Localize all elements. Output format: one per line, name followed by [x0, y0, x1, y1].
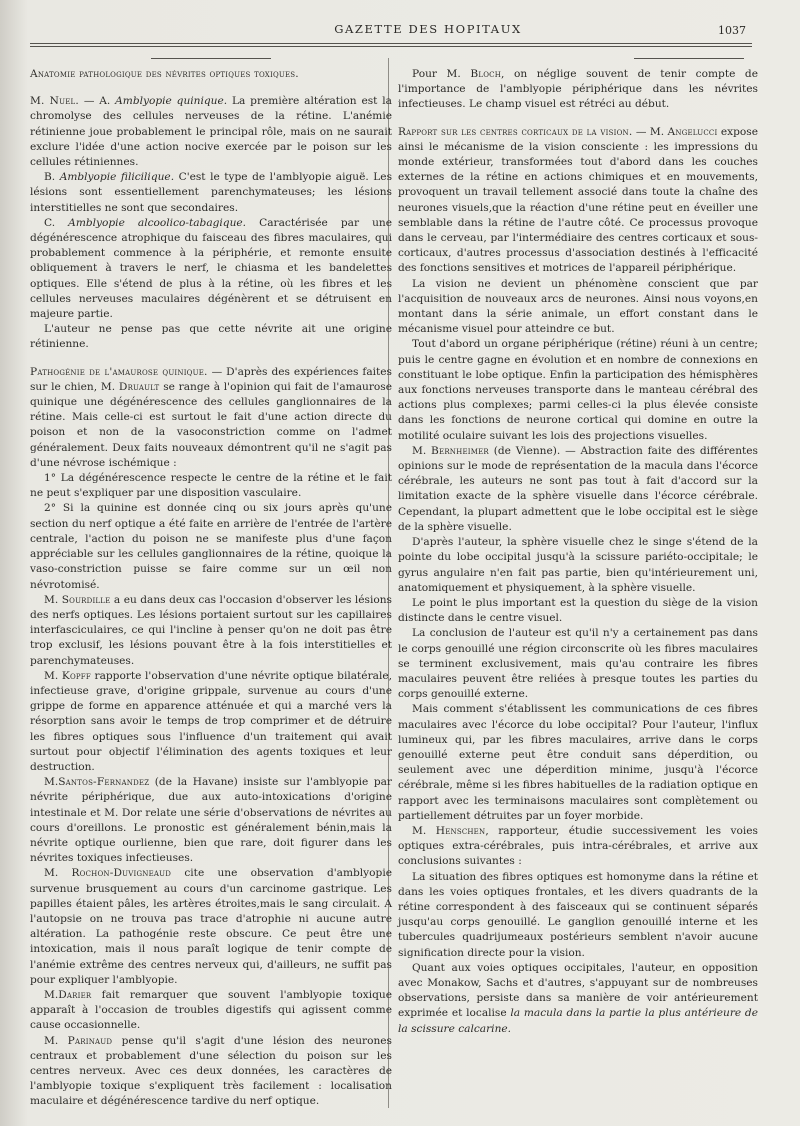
author-name: Rochon-Duvigneaud [71, 867, 172, 880]
left-column [30, 56, 392, 1110]
paragraph-text: se range à l'opinion qui fait de l'amaurose quinique une dégénérescence des cellules ganglionnaires de la rétine. Mais celle-ci est surtout le fait d'une action directe du poison et non de la vasoconstriction comme on l'admet généralement. Deux faits nouveaux démontrent qu'il ne s'agit pas d'une névrose ischémique : [30, 380, 392, 469]
paragraph-text: La première altération est la chromolyse des cellules nerveuses de la rétine. L'anémie rétinienne joue probablement le principal rôle, mais on ne saurait exclure l'idée d'une action nocive exercée par le poison sur les cellules rétiniennes. [30, 95, 392, 169]
paragraph-text: D'après l'auteur, la sphère visuelle chez le singe s'étend de la pointe du lobe occipital jusqu'à la scissure pariéto-occipitale; le gyrus angulaire n'en fait pas partie, bien qu'intérieurement uni, anatomiquement et physiquement, à la sphère visuelle. [398, 536, 758, 594]
italic-term: Amblyopie quinique. [115, 95, 228, 108]
paragraph [398, 125, 758, 277]
paragraph-text: M. [44, 988, 59, 1001]
paragraph [30, 593, 392, 669]
paragraph-text: 1° La dégénérescence respecte le centre de la rétine et le fait ne peut s'expliquer par une disposition vasculaire. [30, 472, 392, 500]
paragraph [398, 870, 758, 961]
paragraph-text: Caractérisée par une dégénérescence atrophique du faisceau des fibres maculaires, qui probablement commence à la périphérie, et remonte ensuite obliquement à travers le nerf, le chiasma et les bandelettes optiques. Elle s'étend de plus à la rétine, où les fibres et les cellules nerveuses maculaires dégénèrent et se détruisent en majeure partie. [30, 216, 392, 321]
paragraph-text: Mais comment s'établissent les communications de ces fibres maculaires avec l'écorce du lobe occipital? Pour l'auteur, l'influx lumineux qui, par les fibres maculaires, arrive dans le corps genouillé externe peut être conduit sans déperdition, ou seulement avec une déperdition minime, jusqu'à l'écorce cérébrale, même si les fibres habituelles de la radiation optique en rapport avec les terminaisons maculaires sont complètement ou partiellement détruites par un foyer morbide. [398, 703, 758, 822]
paragraph-text: Quant aux voies optiques occipitales, l'auteur, en opposition avec Monakow, Sachs et d'autres, s'appuyant sur de nombreuses observations, persiste dans sa manière de voir antérieurement exprimée et localise [398, 961, 758, 1020]
author-name: Sourdille [61, 593, 111, 606]
section-heading: Rapport sur les centres corticaux de la vision. [398, 125, 633, 138]
paragraph-text: M. [44, 593, 62, 606]
paragraph [30, 669, 392, 775]
paragraph-text: a eu dans deux cas l'occasion d'observer les lésions des nerfs optiques. Les lésions portaient surtout sur les capillaires interfasciculaires, ce qui l'incline à penser qu'on ne doit pas être trop exclusif, les lésions pouvant être à la fois interstitielles et parenchymateuses. [30, 593, 392, 667]
paragraph-text: — D'après des expériences faites sur le chien, M. [30, 365, 392, 393]
paragraph [398, 535, 758, 596]
section-rule [151, 58, 271, 59]
paragraph [30, 988, 392, 1034]
paragraph-text: (de la Havane) insiste sur l'amblyopie par névrite périphérique, due aux auto-intoxications d'origine intestinale et M. Dor relate une série d'observations de névrites au cours d'oreillons. Le pronostic est généralement bénin,mais la névrite optique ourlienne, bien que rare, doit figurer dans les névrites toxiques infectieuses. [30, 776, 392, 865]
author-name: Bernheimer [431, 444, 489, 457]
paragraph-text: cite une observation d'amblyopie survenue brusquement au cours d'un carcinome gastrique. Les papilles étaient pâles, les artères étroites,mais le sang circulait. A l'autopsie on ne trouva pas trace d'atrophie ni aucune autre altération. La pathogénie reste obscure. Ce peut être une intoxication, mais il nous paraît logique de tenir compte de l'anémie extrême des centres nerveux qui, d'ailleurs, ne suffit pas pour expliquer l'amblyopie. [30, 867, 392, 986]
paragraph [30, 365, 392, 471]
paragraph [30, 216, 392, 322]
paragraph [30, 775, 392, 866]
italic-term: Amblyopie filicilique. [59, 171, 175, 184]
paragraph-text: M. [44, 776, 59, 789]
journal-title: GAZETTE DES HOPITAUX [334, 22, 522, 36]
paragraph-text: 2° Si la quinine est donnée cinq ou six jours après qu'une section du nerf optique a été faite en arrière de l'entrée de l'artère centrale, l'action du poison ne se manifeste plus d'une façon appréciable sur les cellules ganglionnaires de la rétine, quoique la vaso-constriction puisse se faire comme sur un œil non névrotomisé. [30, 502, 392, 591]
paragraph-text: , on néglige souvent de tenir compte de l'importance de l'amblyopie périphérique dans les névrites infectieuses. Le champ visuel est rétréci au début. [398, 68, 758, 111]
paragraph-text: B. [44, 171, 60, 184]
header-rule-top [30, 43, 752, 44]
paragraph-text: La situation des fibres optiques est homonyme dans la rétine et dans les voies optiques frontales, et les divers quadrants de la rétine correspondent à des faisceaux qui se continuent séparés jusqu'au corps genouillé. Le ganglion genouillé interne et les tubercules quadrijumeaux postérieurs semblent n'avoir aucune signification directe pour la vision. [398, 870, 758, 959]
paragraph-text: M. [44, 867, 72, 880]
paragraph [30, 170, 392, 216]
paragraph-text: M. [44, 669, 62, 682]
paragraph-text: C'est le type de l'amblyopie aiguë. Les lésions sont essentiellement parenchymateuses; les lésions interstitielles ne sont que secondaires. [30, 171, 393, 214]
section-rule [634, 58, 744, 59]
paragraph [30, 322, 392, 352]
paragraph [398, 702, 758, 824]
author-name: Henschen [435, 824, 486, 837]
paragraph [30, 501, 392, 592]
page-number: 1037 [718, 24, 746, 37]
section-heading: M. Nuel. [30, 95, 79, 108]
section-heading: Anatomie pathologique des névrites optiques toxiques. [30, 68, 299, 80]
paragraph-text: — M. [632, 125, 668, 138]
paragraph [30, 866, 392, 988]
author-name: Santos-Fernandez [58, 776, 150, 789]
paragraph [30, 1034, 392, 1110]
italic-term: la macula dans la partie la plus antérieure de la scissure calcarine. [398, 1007, 758, 1035]
paragraph-text: L'auteur ne pense pas que cette névrite ait une origine rétinienne. [30, 323, 392, 351]
paragraph-text: expose ainsi le mécanisme de la vision consciente : les impressions du monde extérieur, transformées tout d'abord dans les couches externes de la rétine en actions chimiques et en mouvements, provoquent un travail tellement associé dans toute la chaîne des neurones visuels,que la réaction d'une rétine peut en éveiller une semblable dans la rétine de l'autre côté. Ce processus provoque dans le cerveau, par l'intermédiaire des centres corticaux et sous-corticaux, d'autres processus d'association destinés à l'efficacité des fonctions sensitives et motrices de l'appareil périphérique. [398, 125, 758, 275]
paragraph-text: (de Vienne). — Abstraction faite des différentes opinions sur le mode de représentation de la macula dans l'écorce cérébrale, les auteurs ne sont pas tout à fait d'accord sur la limitation exacte de la sphère visuelle dans l'écorce cérébrale. Cependant, la plupart admettent que le lobe occipital est le siège de la sphère visuelle. [398, 444, 758, 533]
paragraph [30, 94, 392, 170]
paragraph [30, 471, 392, 501]
paragraph-text: Pour M. [412, 68, 471, 80]
paragraph [398, 824, 758, 870]
paragraph-text: M. [44, 1034, 68, 1047]
author-name: Kopff [61, 669, 91, 682]
paragraph-text: rapporte l'observation d'une névrite optique bilatérale, infectieuse grave, d'origine grippale, survenue au cours d'une grippe de forme en apparence atténuée et qui a marché vers la résorption sans avoir le temps de trop comprimer et de détruire les fibres optiques sous l'influence d'un traitement qui avait surtout pour objectif l'élimination des agents toxiques et leur destruction. [30, 669, 392, 773]
paragraph-text: M. [412, 824, 436, 837]
author-name: Druault [118, 380, 160, 393]
paragraph [398, 67, 758, 113]
author-name: Angelucci [667, 125, 718, 138]
paragraph [398, 626, 758, 702]
paragraph-text: pense qu'il s'agit d'une lésion des neurones centraux et probablement d'une sélection du poison sur les centres nerveux. Avec ces deux données, les caractères de l'amblyopie toxique s'expliquent très facilement : localisation maculaire et dégénérescence tardive du nerf optique. [30, 1034, 392, 1108]
paragraph-text: M. [412, 444, 432, 457]
paragraph [398, 444, 758, 535]
paragraph-text: La vision ne devient un phénomène conscient que par l'acquisition de nouveaux arcs de neurones. Ainsi nous voyons,en montant dans la série animale, un effort constant dans le mécanisme visuel pour atteindre ce but. [398, 277, 758, 336]
author-name: Parinaud [67, 1034, 113, 1047]
paragraph-text: Tout d'abord un organe périphérique (rétine) réuni à un centre; puis le centre gagne en évolution et en nombre de connexions en constituant le lobe optique. Enfin la participation des hémisphères aux fonctions nerveuses transporte dans le manteau cérébral des actions plus complexes; parmi celles-ci la plus élevée consiste dans les fonctions de neurone cortical qui domine en outre la motilité oculaire suivant les lois des projections visuelles. [398, 338, 758, 442]
paragraph [30, 67, 392, 82]
italic-term: Amblyopie alcoolico-tabagique. [68, 216, 247, 229]
page-header [0, 22, 800, 42]
paragraph [398, 277, 758, 338]
paragraph-text: , rapporteur, étudie successivement les voies optiques extra-cérébrales, puis intra-cérébrales, et arrive aux conclusions suivantes : [398, 824, 758, 868]
right-column [398, 56, 758, 1037]
paragraph [398, 337, 758, 443]
section-heading: Pathogénie de l'amaurose quinique. [30, 365, 208, 378]
header-rule-bottom [30, 46, 752, 47]
paragraph-text: fait remarquer que souvent l'amblyopie toxique apparaît à l'occasion de troubles digestifs qui agissent comme cause occasionnelle. [30, 988, 392, 1032]
author-name: Darier [58, 988, 92, 1001]
paragraph-text: Le point le plus important est la question du siège de la vision distincte dans le centre visuel. [398, 596, 758, 625]
paragraph-text: La conclusion de l'auteur est qu'il n'y a certainement pas dans le corps genouillé une région circonscrite où les fibres maculaires se terminent exclusivement, mais qu'au contraire les fibres maculaires peuvent être reliées à presque toutes les parties du corps genouillé externe. [398, 627, 758, 701]
paragraph [398, 596, 758, 626]
author-name: Bloch [470, 68, 502, 80]
paragraph-text: C. [44, 216, 69, 229]
paragraph [398, 961, 758, 1037]
paragraph-text: — A. [78, 95, 116, 108]
